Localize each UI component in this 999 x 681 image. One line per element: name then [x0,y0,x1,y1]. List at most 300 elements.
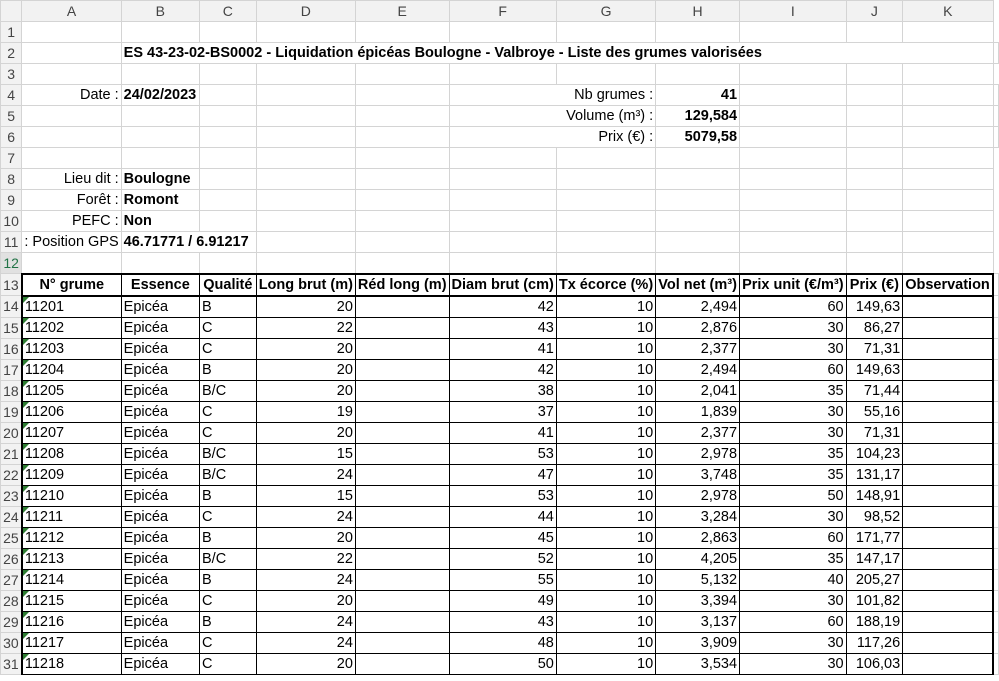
grume-number: 11206 [24,403,65,420]
table-cell[interactable] [22,380,121,401]
table-cell[interactable] [22,590,121,611]
table-cell[interactable]: B [200,527,257,548]
table-cell[interactable]: 45 [449,527,556,548]
table-cell[interactable]: Epicéa [121,380,199,401]
table-cell[interactable]: 41 [449,338,556,359]
row-header[interactable]: 28 [1,590,22,611]
table-cell[interactable]: Epicéa [121,296,199,318]
table-cell[interactable]: 38 [449,380,556,401]
table-cell[interactable]: Epicéa [121,548,199,569]
table-cell[interactable]: Epicéa [121,653,199,674]
row-header[interactable]: 19 [1,401,22,422]
table-cell[interactable]: 3,748 [656,464,740,485]
table-cell[interactable] [355,443,449,464]
table-cell[interactable] [355,569,449,590]
table-cell[interactable]: 71,31 [846,338,903,359]
table-cell[interactable] [903,506,993,527]
table-cell[interactable] [903,380,993,401]
error-indicator-icon [23,591,29,597]
grume-number: 11218 [24,655,65,672]
table-cell[interactable]: 10 [556,401,655,422]
table-cell[interactable]: 30 [740,590,847,611]
table-cell[interactable]: 149,63 [846,296,903,318]
table-cell[interactable]: 148,91 [846,485,903,506]
table-cell[interactable]: 2,377 [656,338,740,359]
table-cell[interactable] [903,464,993,485]
table-cell[interactable]: 3,137 [656,611,740,632]
volume-value[interactable]: 129,584 [656,106,740,127]
table-cell[interactable]: B/C [200,464,257,485]
error-indicator-icon [23,570,29,576]
table-header-cell[interactable]: N° grume [22,274,121,296]
table-cell[interactable] [903,632,993,653]
table-cell[interactable] [355,611,449,632]
table-cell[interactable] [355,548,449,569]
table-cell[interactable]: 55,16 [846,401,903,422]
table-cell[interactable]: Epicéa [121,464,199,485]
volume-label[interactable]: Volume (m³) : [449,106,656,127]
table-cell[interactable]: 20 [256,359,355,380]
table-cell[interactable] [355,464,449,485]
table-cell[interactable]: 50 [740,485,847,506]
gps-label[interactable]: Position GPS : [22,232,121,253]
table-cell[interactable]: Epicéa [121,338,199,359]
table-cell[interactable]: B/C [200,548,257,569]
table-header-cell[interactable]: Vol net (m³) [656,274,740,296]
table-header-cell[interactable]: Réd long (m) [355,274,449,296]
row-4 [1,85,999,106]
row-header[interactable]: 11 [1,232,22,253]
column-header-k[interactable]: K [903,1,993,22]
table-cell[interactable] [903,422,993,443]
row-1 [1,22,999,43]
table-cell[interactable]: 2,041 [656,380,740,401]
table-cell[interactable]: C [200,506,257,527]
row-5 [1,106,999,127]
table-cell[interactable]: 35 [740,548,847,569]
table-cell[interactable]: 71,31 [846,422,903,443]
row-header[interactable]: 9 [1,190,22,211]
table-cell[interactable] [22,632,121,653]
table-cell[interactable]: 3,284 [656,506,740,527]
table-cell[interactable]: 3,394 [656,590,740,611]
row-11 [1,232,999,253]
select-all-corner[interactable] [1,1,22,22]
table-cell[interactable]: 15 [256,443,355,464]
table-cell[interactable] [903,401,993,422]
table-header-cell[interactable]: Diam brut (cm) [449,274,556,296]
table-cell[interactable]: 205,27 [846,569,903,590]
row-header[interactable]: 7 [1,148,22,169]
table-row [1,632,999,653]
table-cell[interactable]: B/C [200,380,257,401]
table-cell[interactable]: 10 [556,506,655,527]
table-cell[interactable] [903,296,993,318]
table-cell[interactable]: 20 [256,338,355,359]
table-cell[interactable]: 149,63 [846,359,903,380]
table-row [1,464,999,485]
table-header-cell[interactable]: Long brut (m) [256,274,355,296]
table-cell[interactable]: Epicéa [121,506,199,527]
table-cell[interactable] [22,296,121,318]
table-cell[interactable]: Epicéa [121,443,199,464]
table-header-cell[interactable]: Prix (€) [846,274,903,296]
table-cell[interactable]: 106,03 [846,653,903,674]
table-cell[interactable]: 50 [449,653,556,674]
table-cell[interactable]: Epicéa [121,359,199,380]
table-cell[interactable] [355,317,449,338]
table-cell[interactable]: 44 [449,506,556,527]
row-header[interactable]: 21 [1,443,22,464]
nb-grumes-label[interactable]: Nb grumes : [449,85,656,106]
table-header-cell[interactable]: Observation [903,274,993,296]
table-cell[interactable] [22,443,121,464]
table-cell[interactable]: B [200,569,257,590]
table-cell[interactable]: 22 [256,317,355,338]
table-cell[interactable]: 24 [256,611,355,632]
table-cell[interactable]: 20 [256,422,355,443]
table-cell[interactable]: 98,52 [846,506,903,527]
foret-label[interactable]: Forêt : [22,190,121,211]
table-cell[interactable]: 24 [256,506,355,527]
table-cell[interactable]: B [200,296,257,318]
table-cell[interactable] [355,338,449,359]
row-header[interactable]: 29 [1,611,22,632]
table-cell[interactable]: 1,839 [656,401,740,422]
table-cell[interactable] [903,653,993,674]
row-header[interactable]: 16 [1,338,22,359]
table-cell[interactable]: B [200,485,257,506]
row-header[interactable]: 30 [1,632,22,653]
lieu-value[interactable]: Boulogne [121,169,199,190]
table-cell[interactable]: 24 [256,464,355,485]
table-cell[interactable]: 10 [556,569,655,590]
table-cell[interactable]: 30 [740,506,847,527]
table-cell[interactable]: 20 [256,653,355,674]
row-header[interactable]: 6 [1,127,22,148]
row-header[interactable]: 27 [1,569,22,590]
table-cell[interactable]: 30 [740,317,847,338]
table-cell[interactable]: 10 [556,611,655,632]
grume-number: 11207 [24,424,65,441]
table-cell[interactable]: 48 [449,632,556,653]
table-cell[interactable]: 10 [556,338,655,359]
table-header-cell[interactable]: Qualité [200,274,257,296]
table-cell[interactable]: 147,17 [846,548,903,569]
table-cell[interactable]: 10 [556,380,655,401]
table-header-cell[interactable]: Tx écorce (%) [556,274,655,296]
table-cell[interactable]: 2,876 [656,317,740,338]
column-header-e[interactable]: E [355,1,449,22]
table-cell[interactable]: 10 [556,422,655,443]
table-cell[interactable]: 10 [556,590,655,611]
table-cell[interactable]: 2,494 [656,296,740,318]
table-cell[interactable]: 71,44 [846,380,903,401]
table-cell[interactable]: 20 [256,380,355,401]
row-header[interactable]: 23 [1,485,22,506]
table-cell[interactable]: 10 [556,464,655,485]
column-header-d[interactable]: D [256,1,355,22]
row-header[interactable]: 13 [1,274,22,296]
table-cell[interactable]: B [200,611,257,632]
table-row [1,590,999,611]
table-cell[interactable]: 131,17 [846,464,903,485]
table-cell[interactable]: 42 [449,296,556,318]
table-cell[interactable]: 24 [256,569,355,590]
lieu-label[interactable]: Lieu dit : [22,169,121,190]
date-value[interactable]: 24/02/2023 [121,85,199,106]
table-cell[interactable]: 10 [556,548,655,569]
table-cell[interactable]: 43 [449,317,556,338]
table-row [1,317,999,338]
table-cell[interactable] [355,590,449,611]
table-cell[interactable]: 35 [740,464,847,485]
table-cell[interactable] [22,359,121,380]
table-cell[interactable] [903,359,993,380]
table-cell[interactable] [22,506,121,527]
table-cell[interactable]: 10 [556,485,655,506]
table-cell[interactable]: 22 [256,548,355,569]
prix-label[interactable]: Prix (€) : [449,127,656,148]
table-cell[interactable] [355,506,449,527]
column-header-h[interactable]: H [656,1,740,22]
table-cell[interactable]: 188,19 [846,611,903,632]
foret-value[interactable]: Romont [121,190,199,211]
row-header[interactable]: 26 [1,548,22,569]
table-cell[interactable] [355,485,449,506]
table-cell[interactable]: 5,132 [656,569,740,590]
table-cell[interactable]: 10 [556,317,655,338]
table-cell[interactable] [22,401,121,422]
table-cell[interactable]: Epicéa [121,632,199,653]
table-cell[interactable]: 10 [556,359,655,380]
table-cell[interactable]: 30 [740,338,847,359]
table-cell[interactable] [903,548,993,569]
table-cell[interactable]: B [200,359,257,380]
table-cell[interactable]: 35 [740,443,847,464]
table-cell[interactable] [355,401,449,422]
pefc-value[interactable]: Non [121,211,199,232]
table-cell[interactable]: 52 [449,548,556,569]
table-cell[interactable]: 30 [740,653,847,674]
table-cell[interactable] [355,422,449,443]
pefc-label[interactable]: PEFC : [22,211,121,232]
row-header[interactable]: 17 [1,359,22,380]
table-cell[interactable]: 20 [256,296,355,318]
column-header-a[interactable]: A [22,1,121,22]
table-cell[interactable] [903,590,993,611]
table-cell[interactable]: 43 [449,611,556,632]
table-cell[interactable]: 42 [449,359,556,380]
table-cell[interactable]: 2,978 [656,485,740,506]
table-header-cell[interactable]: Prix unit (€/m³) [740,274,847,296]
table-cell[interactable] [903,485,993,506]
table-cell[interactable]: 10 [556,443,655,464]
row-header[interactable]: 3 [1,64,22,85]
table-cell[interactable]: 10 [556,296,655,318]
table-cell[interactable]: 2,863 [656,527,740,548]
table-cell[interactable] [22,317,121,338]
table-cell[interactable]: 47 [449,464,556,485]
table-cell[interactable]: C [200,590,257,611]
table-cell[interactable]: 15 [256,485,355,506]
table-cell[interactable]: 101,82 [846,590,903,611]
prix-value[interactable]: 5079,58 [656,127,740,148]
table-cell[interactable]: 10 [556,527,655,548]
row-header[interactable]: 10 [1,211,22,232]
table-cell[interactable] [355,296,449,318]
table-cell[interactable]: 86,27 [846,317,903,338]
table-cell[interactable]: 60 [740,359,847,380]
table-cell[interactable]: 3,909 [656,632,740,653]
table-cell[interactable]: Epicéa [121,569,199,590]
column-header-f[interactable]: F [449,1,556,22]
grume-number: 11202 [24,319,65,336]
table-cell[interactable]: 104,23 [846,443,903,464]
table-cell[interactable]: 30 [740,401,847,422]
row-header[interactable]: 4 [1,85,22,106]
table-cell[interactable] [355,527,449,548]
table-cell[interactable]: 171,77 [846,527,903,548]
table-cell[interactable] [903,338,993,359]
table-cell[interactable] [903,569,993,590]
table-cell[interactable] [22,422,121,443]
row-header[interactable]: 1 [1,22,22,43]
table-cell[interactable] [22,548,121,569]
table-cell[interactable]: 10 [556,653,655,674]
table-cell[interactable] [903,317,993,338]
gps-value[interactable]: 46.71771 / 6.91217 [121,232,256,253]
table-cell[interactable] [22,653,121,674]
table-cell[interactable]: 60 [740,611,847,632]
table-cell[interactable] [22,485,121,506]
nb-grumes-value[interactable]: 41 [656,85,740,106]
row-header[interactable]: 14 [1,296,22,318]
table-cell[interactable]: 53 [449,485,556,506]
row-header[interactable]: 25 [1,527,22,548]
table-row [1,548,999,569]
table-cell[interactable]: 49 [449,590,556,611]
row-header[interactable]: 18 [1,380,22,401]
table-cell[interactable]: C [200,401,257,422]
table-cell[interactable] [22,527,121,548]
table-cell[interactable] [903,611,993,632]
error-indicator-icon [23,507,29,513]
column-header-c[interactable]: C [200,1,257,22]
row-header[interactable]: 24 [1,506,22,527]
table-cell[interactable] [355,632,449,653]
table-cell[interactable] [22,338,121,359]
row-9 [1,190,999,211]
table-cell[interactable]: Epicéa [121,611,199,632]
error-indicator-icon [23,465,29,471]
table-cell[interactable] [355,359,449,380]
error-indicator-icon [23,423,29,429]
table-cell[interactable] [22,611,121,632]
table-cell[interactable]: 117,26 [846,632,903,653]
column-header-j[interactable]: J [846,1,903,22]
error-indicator-icon [23,297,29,303]
table-cell[interactable]: 2,978 [656,443,740,464]
row-header[interactable]: 15 [1,317,22,338]
table-header-cell[interactable]: Essence [121,274,199,296]
table-cell[interactable]: 30 [740,422,847,443]
row-header[interactable]: 12 [1,253,22,274]
table-cell[interactable]: 19 [256,401,355,422]
error-indicator-icon [23,381,29,387]
table-cell[interactable]: 60 [740,527,847,548]
table-cell[interactable]: 3,534 [656,653,740,674]
row-7 [1,148,999,169]
table-row [1,380,999,401]
date-label[interactable]: Date : [22,85,121,106]
table-cell[interactable]: Epicéa [121,590,199,611]
table-cell[interactable]: C [200,422,257,443]
table-cell[interactable]: 30 [740,632,847,653]
row-header[interactable]: 2 [1,43,22,64]
grume-number: 11209 [24,466,65,483]
table-cell[interactable]: 4,205 [656,548,740,569]
error-indicator-icon [23,360,29,366]
row-header[interactable]: 20 [1,422,22,443]
table-cell[interactable]: 41 [449,422,556,443]
column-header-b[interactable]: B [121,1,199,22]
table-cell[interactable]: 2,494 [656,359,740,380]
table-cell[interactable] [22,569,121,590]
table-cell[interactable]: Epicéa [121,527,199,548]
table-cell[interactable]: 35 [740,380,847,401]
table-cell[interactable]: 20 [256,527,355,548]
table-cell[interactable]: B/C [200,443,257,464]
table-cell[interactable]: C [200,338,257,359]
column-header-g[interactable]: G [556,1,655,22]
table-cell[interactable] [355,380,449,401]
table-cell[interactable]: C [200,632,257,653]
row-header[interactable]: 22 [1,464,22,485]
row-header[interactable]: 5 [1,106,22,127]
table-cell[interactable]: 20 [256,590,355,611]
grume-number: 11208 [24,445,65,462]
column-header-i[interactable]: I [740,1,847,22]
table-cell[interactable]: Epicéa [121,485,199,506]
row-header[interactable]: 8 [1,169,22,190]
table-cell[interactable]: 2,377 [656,422,740,443]
row-12 [1,253,999,274]
table-cell[interactable] [22,464,121,485]
table-cell[interactable]: Epicéa [121,401,199,422]
table-cell[interactable]: 24 [256,632,355,653]
table-cell[interactable]: 60 [740,296,847,318]
table-cell[interactable]: C [200,317,257,338]
table-row [1,359,999,380]
table-cell[interactable]: C [200,653,257,674]
table-cell[interactable]: 37 [449,401,556,422]
table-cell[interactable] [903,443,993,464]
table-cell[interactable]: Epicéa [121,422,199,443]
table-cell[interactable] [903,527,993,548]
row-header[interactable]: 31 [1,653,22,674]
row-10 [1,211,999,232]
table-cell[interactable]: 10 [556,632,655,653]
error-indicator-icon [23,402,29,408]
table-cell[interactable]: Epicéa [121,317,199,338]
table-cell[interactable] [355,653,449,674]
table-cell[interactable]: 40 [740,569,847,590]
table-cell[interactable]: 55 [449,569,556,590]
report-title[interactable]: ES 43-23-02-BS0002 - Liquidation épicéas Boulogne - Valbroye - Liste des grumes valorisées [121,43,993,64]
table-cell[interactable]: 53 [449,443,556,464]
grume-number: 11203 [24,340,65,357]
